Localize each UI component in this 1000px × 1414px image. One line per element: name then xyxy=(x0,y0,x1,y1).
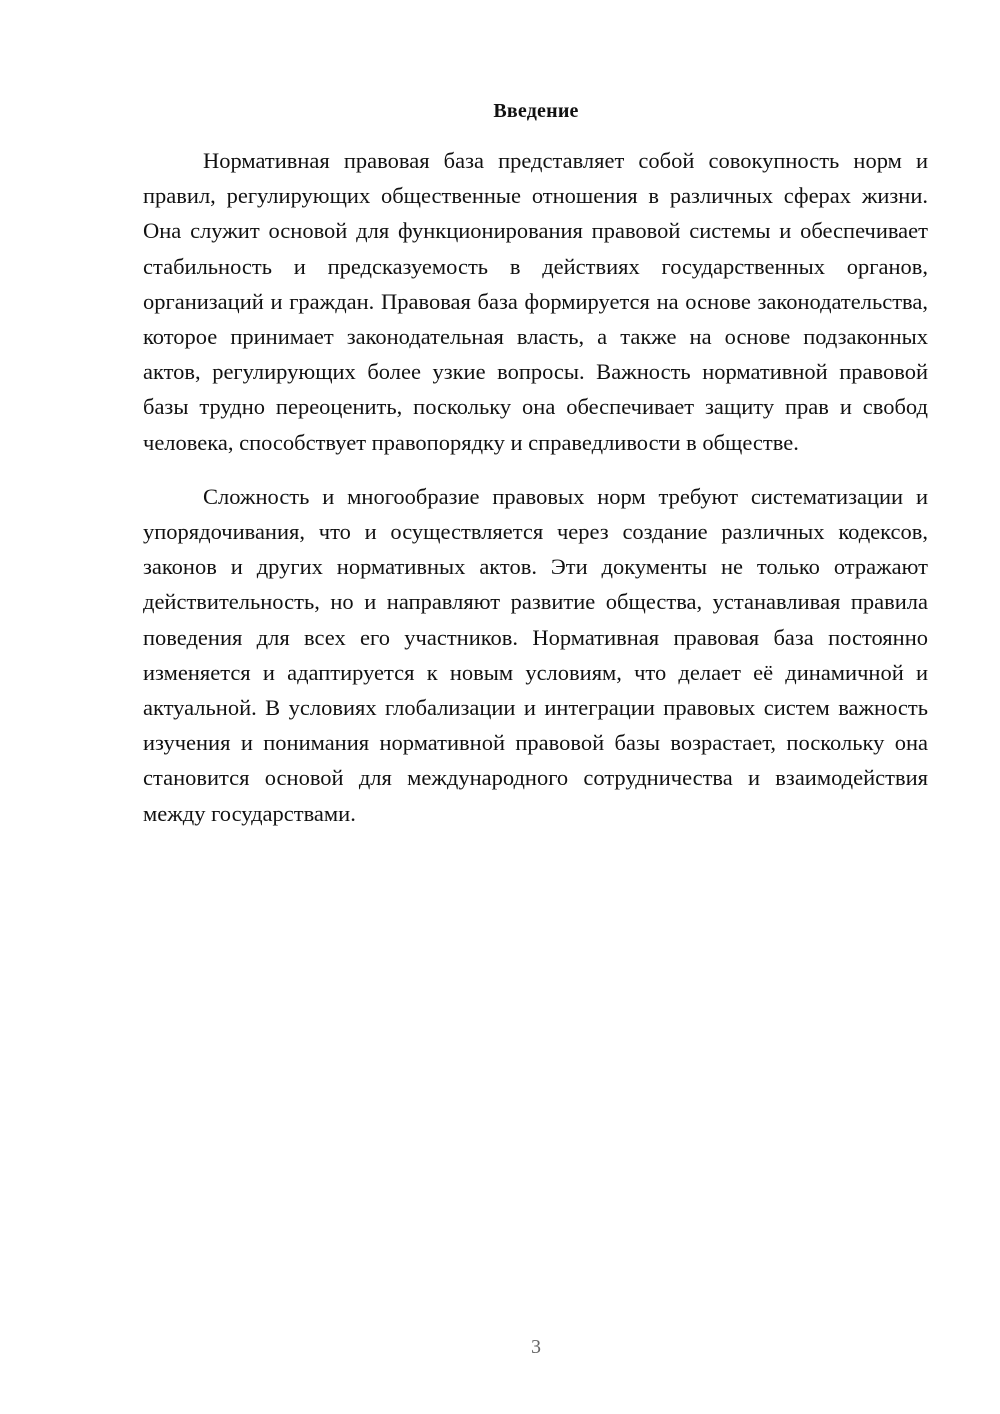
page-number: 3 xyxy=(531,1336,541,1358)
paragraph-2: Сложность и многообразие правовых норм требуют систематизации и упорядочивания, что и осуществляется через создание различных кодексов, законов и других нормативных актов. Эти документы не только отражают действительность, но и направляют развитие общества, устанавливая правила поведения для всех его участников. Нормативная правовая база постоянно изменяется и адаптируется к новым условиям, что делает её динамичной и актуальной. В условиях глобализации и интеграции правовых систем важность изучения и понимания нормативной правовой базы возрастает, поскольку она становится основой для международного сотрудничества и взаимодействия между государствами. xyxy=(143,483,928,826)
body-text xyxy=(143,143,928,831)
paragraph-1: Нормативная правовая база представляет собой совокупность норм и правил, регулирующих общественные отношения в различных сферах жизни. Она служит основой для функционирования правовой системы и обеспечивает стабильность и предсказуемость в действиях государственных органов, организаций и граждан. Правовая база формируется на основе законодательства, которое принимает законодательная власть, а также на основе подзаконных актов, регулирующих более узкие вопросы. Важность нормативной правовой базы трудно переоценить, поскольку она обеспечивает защиту прав и свобод человека, способствует правопорядку и справедливости в обществе. xyxy=(143,148,928,455)
section-heading: Введение xyxy=(493,100,579,122)
